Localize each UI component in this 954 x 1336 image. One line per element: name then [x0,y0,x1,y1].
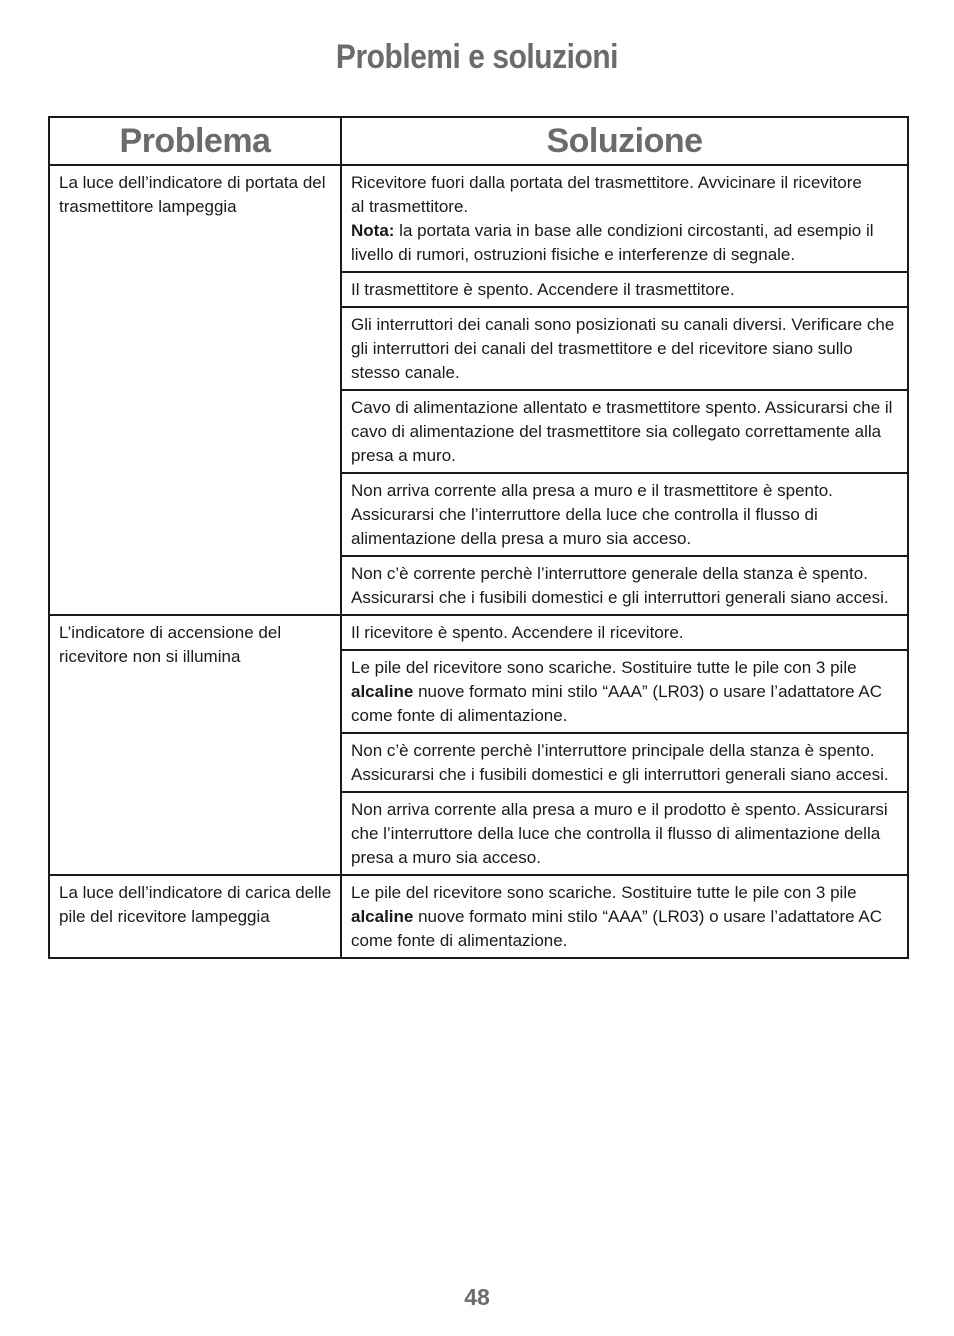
solution-text: Le pile del ricevitore sono scariche. Sostituire tutte le pile con 3 pile [351,658,857,677]
solution-cell: Il trasmettitore è spento. Accendere il trasmettitore. [341,272,908,307]
page-number: 48 [464,1284,490,1310]
problem-column-header: Problema [49,117,341,165]
solution-text: Ricevitore fuori dalla portata del trasmettitore. Avvicinare il ricevitore [351,173,862,192]
solution-cell: Non c’è corrente perchè l’interruttore generale della stanza è spento. Assicurarsi che i fusibili domestici e gli interruttori generali siano accesi. [341,556,908,615]
solution-cell: Il ricevitore è spento. Accendere il ricevitore. [341,615,908,650]
solution-cell: Non arriva corrente alla presa a muro e il trasmettitore è spento. Assicurarsi che l’interruttore della luce che controlla il flusso di alimentazione della presa a muro sia acceso. [341,473,908,556]
solution-text: nuove formato mini stilo “AAA” (LR03) o usare l’adattatore AC come fonte di alimentazione. [351,907,883,950]
solution-column-header: Soluzione [341,117,908,165]
solution-cell: Non arriva corrente alla presa a muro e il prodotto è spento. Assicurarsi che l’interruttore della luce che controlla il flusso di alimentazione della presa a muro sia acceso. [341,792,908,875]
table-row [49,165,908,272]
emphasis-text: alcaline [351,682,414,701]
solution-cell: Non c’è corrente perchè l’interruttore principale della stanza è spento. Assicurarsi che i fusibili domestici e gli interruttori generali siano accesi. [341,733,908,792]
troubleshooting-table [48,116,909,959]
problem-cell: La luce dell’indicatore di carica delle pile del ricevitore lampeggia [49,875,341,958]
solution-cell [341,875,908,958]
solution-text: Le pile del ricevitore sono scariche. Sostituire tutte le pile con 3 pile [351,883,857,902]
problem-cell: La luce dell’indicatore di portata del trasmettitore lampeggia [49,165,341,615]
note-text: la portata varia in base alle condizioni circostanti, ad esempio il livello di rumori, ostruzioni fisiche e interferenze di segnale. [351,221,874,264]
table-row [49,615,908,650]
problem-cell: L’indicatore di accensione del ricevitore non si illumina [49,615,341,875]
solution-cell: Gli interruttori dei canali sono posizionati su canali diversi. Verificare che gli interruttori dei canali del trasmettitore e del ricevitore siano sullo stesso canale. [341,307,908,390]
page-title: Problemi e soluzioni [335,38,619,76]
solution-cell [341,165,908,272]
solution-text: al trasmettitore. [351,197,469,216]
solution-cell: Cavo di alimentazione allentato e trasmettitore spento. Assicurarsi che il cavo di alimentazione del trasmettitore sia collegato correttamente alla presa a muro. [341,390,908,473]
solution-text: nuove formato mini stilo “AAA” (LR03) o usare l’adattatore AC come fonte di alimentazione. [351,682,883,725]
table-header-row [49,117,908,165]
emphasis-text: alcaline [351,907,414,926]
solution-cell [341,650,908,733]
note-label: Nota: [351,221,395,240]
table-row [49,875,908,958]
